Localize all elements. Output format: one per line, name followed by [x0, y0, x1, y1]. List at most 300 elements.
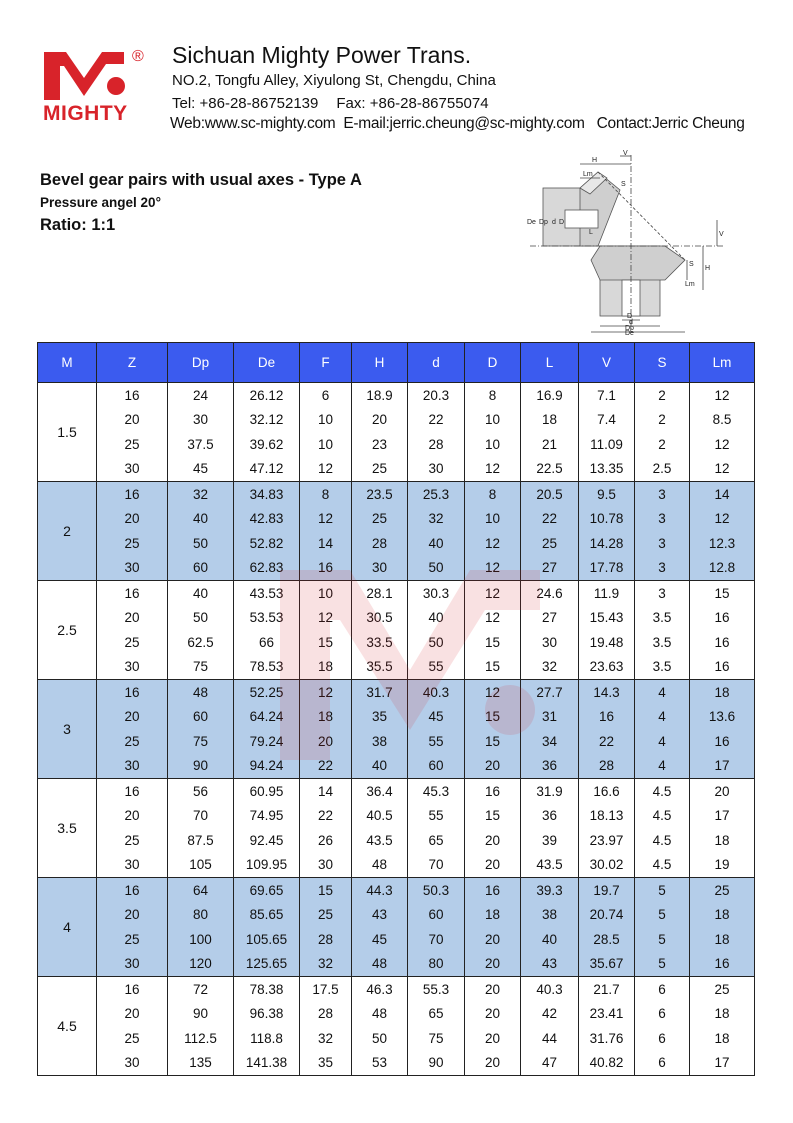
table-cell: 12: [465, 680, 521, 705]
table-cell: 12: [690, 383, 755, 408]
ratio-label: Ratio: 1:1: [40, 216, 116, 234]
table-cell: 3: [635, 581, 690, 606]
page-title: Bevel gear pairs with usual axes - Type A: [40, 171, 362, 189]
table-cell: 96.38: [234, 1002, 300, 1027]
table-cell: 18: [690, 680, 755, 705]
table-cell: 135: [168, 1051, 234, 1076]
table-cell: 90: [408, 1051, 465, 1076]
table-cell: 70: [408, 853, 465, 878]
table-cell: 109.95: [234, 853, 300, 878]
table-cell: 90: [168, 754, 234, 779]
column-header: De: [234, 343, 300, 383]
table-cell: 45: [352, 927, 408, 952]
table-cell: 22: [300, 754, 352, 779]
drawing-label-s-right: S: [689, 261, 694, 268]
table-cell: 24: [168, 383, 234, 408]
table-cell: 92.45: [234, 828, 300, 853]
bevel-gear-spec-table: [37, 342, 755, 1076]
table-cell: 30: [97, 457, 168, 482]
table-cell: 22: [408, 408, 465, 433]
table-cell: 40: [168, 581, 234, 606]
tel-number: Tel: +86-28-86752139: [172, 95, 319, 112]
table-cell: 40: [408, 531, 465, 556]
table-cell: 16: [97, 680, 168, 705]
table-cell: 25: [97, 531, 168, 556]
table-cell: 21: [521, 432, 579, 457]
website-link[interactable]: Web:www.sc-mighty.com: [170, 115, 336, 132]
table-cell: 18: [521, 408, 579, 433]
table-cell: 6: [635, 1026, 690, 1051]
table-cell: 55: [408, 804, 465, 829]
fax-number: Fax: +86-28-86755074: [336, 95, 489, 112]
table-cell: 44.3: [352, 878, 408, 903]
table-cell: 66: [234, 630, 300, 655]
column-header: S: [635, 343, 690, 383]
table-cell: 62.5: [168, 630, 234, 655]
drawing-label-d-left: D: [559, 219, 565, 226]
table-cell: 65: [408, 1002, 465, 1027]
table-row: [38, 1026, 755, 1051]
table-cell: 3: [635, 531, 690, 556]
table-cell: 6: [300, 383, 352, 408]
table-cell: 141.38: [234, 1051, 300, 1076]
table-cell: 2: [635, 432, 690, 457]
table-cell: 12: [465, 606, 521, 631]
table-cell: 48: [352, 1002, 408, 1027]
table-cell: 42: [521, 1002, 579, 1027]
column-header: F: [300, 343, 352, 383]
table-cell: 25: [97, 828, 168, 853]
table-cell: 43.5: [352, 828, 408, 853]
table-cell: 4: [635, 729, 690, 754]
table-cell: 53.53: [234, 606, 300, 631]
table-cell: 6: [635, 1002, 690, 1027]
table-row: [38, 630, 755, 655]
table-cell: 20: [465, 927, 521, 952]
table-cell: 5: [635, 927, 690, 952]
table-cell: 48: [352, 853, 408, 878]
module-cell: 4.5: [38, 977, 97, 1076]
module-cell: 1.5: [38, 383, 97, 482]
table-cell: 15: [300, 630, 352, 655]
table-cell: 32: [408, 507, 465, 532]
table-cell: 22.5: [521, 457, 579, 482]
table-cell: 45: [408, 705, 465, 730]
table-cell: 5: [635, 952, 690, 977]
drawing-label-de-left: De: [527, 219, 536, 226]
table-cell: 78.53: [234, 655, 300, 680]
table-cell: 2: [635, 408, 690, 433]
table-row: [38, 432, 755, 457]
table-cell: 43.53: [234, 581, 300, 606]
table-cell: 20: [97, 408, 168, 433]
table-cell: 80: [168, 903, 234, 928]
table-cell: 16: [579, 705, 635, 730]
table-cell: 50: [168, 606, 234, 631]
table-cell: 5: [635, 878, 690, 903]
table-cell: 48: [168, 680, 234, 705]
table-cell: 25: [352, 457, 408, 482]
table-cell: 17.5: [300, 977, 352, 1002]
table-cell: 30: [168, 408, 234, 433]
table-cell: 36.4: [352, 779, 408, 804]
table-cell: 19.7: [579, 878, 635, 903]
table-cell: 20.74: [579, 903, 635, 928]
table-cell: 16: [465, 878, 521, 903]
table-cell: 20: [97, 705, 168, 730]
table-row: [38, 853, 755, 878]
table-cell: 20: [300, 729, 352, 754]
table-cell: 9.5: [579, 482, 635, 507]
table-row: [38, 878, 755, 903]
table-cell: 2.5: [635, 457, 690, 482]
table-row: [38, 408, 755, 433]
phone-line: [172, 95, 489, 112]
table-cell: 25: [97, 432, 168, 457]
table-cell: 18: [300, 655, 352, 680]
table-cell: 10: [300, 408, 352, 433]
table-cell: 21.7: [579, 977, 635, 1002]
table-cell: 40: [168, 507, 234, 532]
table-cell: 15: [300, 878, 352, 903]
drawing-label-d-small-left: d: [552, 219, 556, 226]
table-cell: 60.95: [234, 779, 300, 804]
table-cell: 47.12: [234, 457, 300, 482]
drawing-label-h: H: [592, 157, 598, 164]
table-cell: 30: [97, 655, 168, 680]
table-cell: 15: [465, 655, 521, 680]
table-cell: 23.5: [352, 482, 408, 507]
drawing-label-s-top: S: [621, 181, 626, 188]
table-cell: 38: [521, 903, 579, 928]
table-cell: 75: [168, 655, 234, 680]
table-cell: 40.5: [352, 804, 408, 829]
table-cell: 60: [168, 705, 234, 730]
table-cell: 20: [97, 804, 168, 829]
table-row: [38, 1002, 755, 1027]
drawing-label-h-right: H: [705, 265, 711, 272]
table-cell: 100: [168, 927, 234, 952]
table-cell: 18: [690, 1002, 755, 1027]
table-cell: 18: [690, 1026, 755, 1051]
table-cell: 36: [521, 754, 579, 779]
table-cell: 35: [300, 1051, 352, 1076]
table-cell: 16: [97, 383, 168, 408]
table-cell: 40: [521, 927, 579, 952]
table-cell: 125.65: [234, 952, 300, 977]
table-cell: 4: [635, 705, 690, 730]
drawing-label-lm-right: Lm: [685, 281, 695, 288]
table-cell: 3.5: [635, 655, 690, 680]
table-cell: 20: [465, 977, 521, 1002]
table-row: [38, 457, 755, 482]
table-cell: 120: [168, 952, 234, 977]
table-cell: 34.83: [234, 482, 300, 507]
company-name: Sichuan Mighty Power Trans.: [172, 42, 472, 68]
table-cell: 60: [408, 903, 465, 928]
table-cell: 30.02: [579, 853, 635, 878]
table-cell: 10.78: [579, 507, 635, 532]
table-cell: 16: [97, 878, 168, 903]
table-cell: 4.5: [635, 828, 690, 853]
table-cell: 4: [635, 680, 690, 705]
table-row: [38, 556, 755, 581]
table-cell: 64.24: [234, 705, 300, 730]
bevel-gear-drawing: [525, 150, 730, 335]
drawing-label-d-bottom: D: [627, 313, 633, 320]
table-cell: 53: [352, 1051, 408, 1076]
table-cell: 20: [97, 903, 168, 928]
table-cell: 23.41: [579, 1002, 635, 1027]
table-cell: 14.28: [579, 531, 635, 556]
table-cell: 3.5: [635, 606, 690, 631]
table-cell: 50: [352, 1026, 408, 1051]
table-cell: 40.3: [408, 680, 465, 705]
table-row: [38, 680, 755, 705]
table-cell: 12: [690, 507, 755, 532]
table-cell: 16: [690, 606, 755, 631]
table-row: [38, 927, 755, 952]
table-cell: 32: [300, 1026, 352, 1051]
table-cell: 20: [97, 507, 168, 532]
table-cell: 28: [352, 531, 408, 556]
table-cell: 35.67: [579, 952, 635, 977]
table-cell: 70: [168, 804, 234, 829]
table-cell: 33.5: [352, 630, 408, 655]
table-cell: 15.43: [579, 606, 635, 631]
column-header: d: [408, 343, 465, 383]
table-cell: 32: [168, 482, 234, 507]
table-cell: 37.5: [168, 432, 234, 457]
table-cell: 8: [465, 482, 521, 507]
table-cell: 14: [690, 482, 755, 507]
table-cell: 15: [465, 705, 521, 730]
table-cell: 12: [300, 457, 352, 482]
table-cell: 25: [97, 927, 168, 952]
table-cell: 17: [690, 1051, 755, 1076]
table-cell: 16: [690, 655, 755, 680]
table-cell: 60: [408, 754, 465, 779]
table-cell: 28: [408, 432, 465, 457]
pressure-angle: Pressure angel 20°: [40, 195, 161, 210]
table-cell: 28: [579, 754, 635, 779]
module-cell: 3: [38, 680, 97, 779]
table-cell: 70: [408, 927, 465, 952]
table-cell: 2: [635, 383, 690, 408]
drawing-label-l: L: [589, 229, 593, 236]
table-cell: 20.3: [408, 383, 465, 408]
table-cell: 30: [97, 853, 168, 878]
table-cell: 3: [635, 556, 690, 581]
table-cell: 20: [97, 606, 168, 631]
table-body: [38, 383, 755, 1076]
table-cell: 18: [690, 828, 755, 853]
table-cell: 32: [521, 655, 579, 680]
table-cell: 72: [168, 977, 234, 1002]
table-row: [38, 606, 755, 631]
table-cell: 25: [300, 903, 352, 928]
table-cell: 31: [521, 705, 579, 730]
company-address: NO.2, Tongfu Alley, Xiyulong St, Chengdu, China: [172, 72, 496, 89]
table-cell: 12: [300, 507, 352, 532]
table-row: [38, 779, 755, 804]
table-row: [38, 977, 755, 1002]
table-cell: 16.6: [579, 779, 635, 804]
table-cell: 85.65: [234, 903, 300, 928]
table-cell: 16: [97, 581, 168, 606]
table-cell: 38: [352, 729, 408, 754]
table-cell: 12: [690, 432, 755, 457]
table-cell: 60: [168, 556, 234, 581]
table-cell: 16: [97, 779, 168, 804]
table-cell: 32.12: [234, 408, 300, 433]
table-cell: 17: [690, 754, 755, 779]
table-cell: 65: [408, 828, 465, 853]
table-cell: 69.65: [234, 878, 300, 903]
table-cell: 12: [300, 606, 352, 631]
table-cell: 27.7: [521, 680, 579, 705]
table-cell: 28: [300, 927, 352, 952]
table-cell: 23.63: [579, 655, 635, 680]
table-cell: 30: [521, 630, 579, 655]
table-cell: 25: [97, 729, 168, 754]
table-cell: 50: [408, 556, 465, 581]
table-cell: 30: [97, 754, 168, 779]
table-cell: 20: [465, 1051, 521, 1076]
table-cell: 31.7: [352, 680, 408, 705]
table-cell: 28.5: [579, 927, 635, 952]
registered-mark: ®: [132, 48, 144, 65]
column-header: H: [352, 343, 408, 383]
table-cell: 18: [690, 903, 755, 928]
table-cell: 50: [168, 531, 234, 556]
table-cell: 26: [300, 828, 352, 853]
table-cell: 15: [465, 729, 521, 754]
module-cell: 2: [38, 482, 97, 581]
table-cell: 16: [97, 977, 168, 1002]
table-cell: 112.5: [168, 1026, 234, 1051]
company-logo: [40, 44, 155, 129]
table-cell: 30: [97, 1051, 168, 1076]
drawing-label-dp-left: Dp: [539, 219, 548, 226]
table-cell: 20: [465, 1026, 521, 1051]
contact-line: [170, 115, 745, 133]
table-cell: 3: [635, 482, 690, 507]
table-cell: 35: [352, 705, 408, 730]
table-cell: 25: [690, 977, 755, 1002]
table-cell: 31.9: [521, 779, 579, 804]
module-cell: 3.5: [38, 779, 97, 878]
table-cell: 18: [300, 705, 352, 730]
table-cell: 28.1: [352, 581, 408, 606]
table-cell: 12: [465, 531, 521, 556]
table-row: [38, 804, 755, 829]
table-cell: 13.35: [579, 457, 635, 482]
table-cell: 44: [521, 1026, 579, 1051]
table-cell: 16: [300, 556, 352, 581]
table-cell: 80: [408, 952, 465, 977]
table-row: [38, 952, 755, 977]
table-cell: 19.48: [579, 630, 635, 655]
table-cell: 10: [465, 432, 521, 457]
table-cell: 30.3: [408, 581, 465, 606]
table-cell: 16: [465, 779, 521, 804]
table-cell: 8: [300, 482, 352, 507]
table-cell: 15: [465, 630, 521, 655]
table-cell: 4.5: [635, 804, 690, 829]
table-cell: 25: [521, 531, 579, 556]
table-row: [38, 729, 755, 754]
table-cell: 46.3: [352, 977, 408, 1002]
table-row: [38, 507, 755, 532]
table-cell: 4.5: [635, 853, 690, 878]
table-cell: 90: [168, 1002, 234, 1027]
table-cell: 52.25: [234, 680, 300, 705]
table-cell: 22: [579, 729, 635, 754]
table-cell: 34: [521, 729, 579, 754]
column-header: Z: [97, 343, 168, 383]
logo-text: MIGHTY: [43, 102, 128, 125]
table-cell: 48: [352, 952, 408, 977]
table-cell: 15: [690, 581, 755, 606]
table-cell: 118.8: [234, 1026, 300, 1051]
table-cell: 20: [465, 754, 521, 779]
column-header: Dp: [168, 343, 234, 383]
table-cell: 74.95: [234, 804, 300, 829]
table-cell: 30: [300, 853, 352, 878]
table-cell: 25: [97, 630, 168, 655]
table-header-row: [38, 343, 755, 383]
table-cell: 13.6: [690, 705, 755, 730]
table-cell: 27: [521, 606, 579, 631]
drawing-label-de-bottom: De: [625, 330, 634, 335]
table-cell: 25: [352, 507, 408, 532]
table-cell: 50: [408, 630, 465, 655]
table-cell: 7.4: [579, 408, 635, 433]
table-cell: 40.82: [579, 1051, 635, 1076]
table-cell: 6: [635, 1051, 690, 1076]
contact-person: Contact:Jerric Cheung: [596, 115, 745, 132]
table-cell: 20: [97, 1002, 168, 1027]
column-header: L: [521, 343, 579, 383]
table-row: [38, 655, 755, 680]
table-cell: 12: [300, 680, 352, 705]
table-cell: 52.82: [234, 531, 300, 556]
column-header: D: [465, 343, 521, 383]
table-cell: 20: [465, 853, 521, 878]
table-cell: 39.3: [521, 878, 579, 903]
table-cell: 17: [690, 804, 755, 829]
table-cell: 32: [300, 952, 352, 977]
drawing-label-lm-top: Lm: [583, 171, 593, 178]
email-link[interactable]: E-mail:jerric.cheung@sc-mighty.com: [343, 115, 585, 132]
table-cell: 105: [168, 853, 234, 878]
table-cell: 28: [300, 1002, 352, 1027]
drawing-label-dp-bottom: Dp: [625, 325, 634, 332]
table-cell: 30.5: [352, 606, 408, 631]
table-cell: 62.83: [234, 556, 300, 581]
column-header: Lm: [690, 343, 755, 383]
table-cell: 7.1: [579, 383, 635, 408]
table-cell: 12: [465, 581, 521, 606]
table-cell: 8: [465, 383, 521, 408]
table-cell: 20: [465, 828, 521, 853]
table-cell: 43: [352, 903, 408, 928]
table-cell: 16: [690, 952, 755, 977]
table-cell: 27: [521, 556, 579, 581]
table-cell: 31.76: [579, 1026, 635, 1051]
table-cell: 23.97: [579, 828, 635, 853]
